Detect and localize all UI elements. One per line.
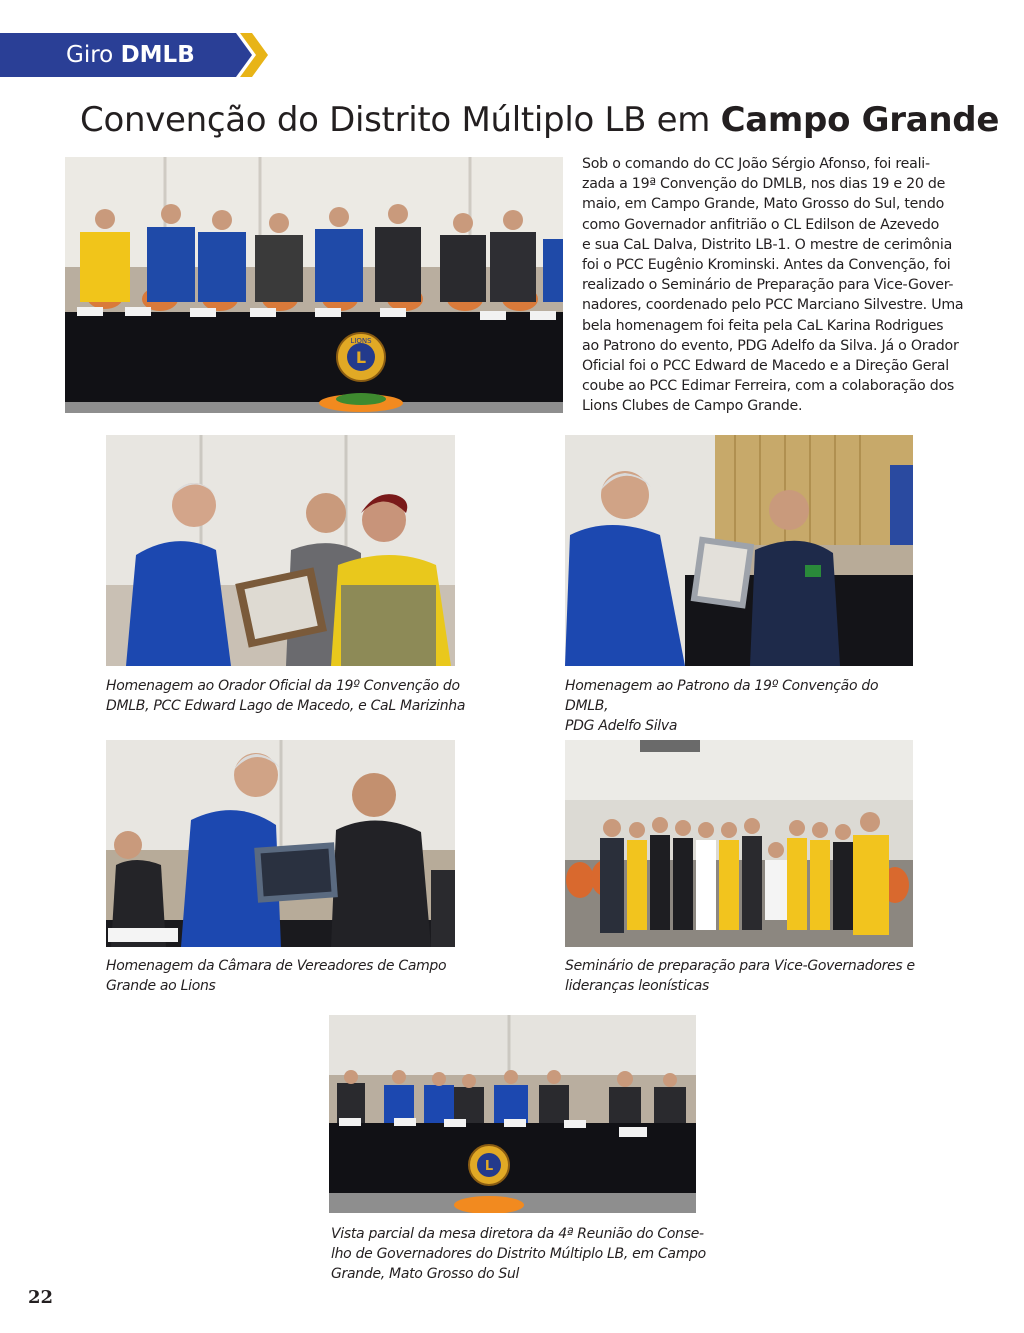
article-line: bela homenagem foi feita pela CaL Karina Rodrigues — [582, 317, 944, 334]
photo-convention-panel — [65, 157, 563, 413]
article-line: nadores, coordenado pelo PCC Marciano Silvestre. Uma — [582, 297, 964, 314]
photo-governors-council — [329, 1015, 696, 1213]
caption-line: DMLB, PCC Edward Lago de Macedo, e CaL Marizinha — [106, 698, 466, 714]
page-title-bold: Campo Grande — [720, 100, 1000, 140]
section-label — [66, 40, 195, 70]
caption-line: Grande ao Lions — [106, 978, 216, 994]
caption-patrono-homage — [565, 676, 925, 736]
article-line: ao Patrono do evento, PDG Adelfo da Silva. Já o Orador — [582, 337, 959, 354]
article-line: como Governador anfitrião o CL Edilson de Azevedo — [582, 216, 940, 233]
caption-line: lideranças leonísticas — [565, 978, 709, 994]
article-body — [582, 154, 967, 417]
article-line: coube ao PCC Edimar Ferreira, com a colaboração dos — [582, 378, 955, 395]
photo-orador-homage — [106, 435, 455, 666]
caption-line: PDG Adelfo Silva — [565, 718, 678, 734]
main-logo-text: LIONS — [350, 337, 372, 345]
article-line: realizado o Seminário de Preparação para Vice-Gover- — [582, 277, 954, 294]
section-prefix: Giro — [66, 42, 114, 68]
caption-line: Homenagem ao Orador Oficial da 19º Convenção do — [106, 678, 460, 694]
caption-line: Homenagem da Câmara de Vereadores de Campo — [106, 958, 447, 974]
caption-seminar-group — [565, 956, 925, 996]
page-title-regular: Convenção do Distrito Múltiplo LB em — [80, 100, 711, 140]
photo-patrono-homage — [565, 435, 913, 666]
page-number: 22 — [28, 1287, 54, 1308]
caption-governors-council — [331, 1224, 711, 1284]
caption-camara-homage — [106, 956, 466, 996]
caption-line: Seminário de preparação para Vice-Governadores e — [565, 958, 915, 974]
main-logo-letter: L — [355, 348, 367, 367]
photo-camara-homage — [106, 740, 455, 947]
article-line: maio, em Campo Grande, Mato Grosso do Sul, tendo — [582, 196, 945, 213]
caption-line: Grande, Mato Grosso do Sul — [331, 1266, 520, 1282]
article-line: Sob o comando do CC João Sérgio Afonso, foi reali- — [582, 156, 930, 172]
article-line: e sua CaL Dalva, Distrito LB-1. O mestre de cerimônia — [582, 236, 953, 253]
council-logo-letter: L — [484, 1159, 494, 1174]
caption-line: lho de Governadores do Distrito Múltiplo LB, em Campo — [331, 1246, 706, 1262]
photo-seminar-group — [565, 740, 913, 947]
article-line: foi o PCC Eugênio Krominski. Antes da Convenção, foi — [582, 257, 951, 274]
caption-line: Vista parcial da mesa diretora da 4ª Reunião do Conse- — [331, 1226, 704, 1242]
article-line: zada a 19ª Convenção do DMLB, nos dias 19 e 20 de — [582, 176, 946, 193]
page-title — [80, 94, 1000, 146]
article-line: Lions Clubes de Campo Grande. — [582, 398, 803, 415]
section-name: DMLB — [120, 42, 195, 68]
caption-orador-homage — [106, 676, 466, 716]
article-line: Oficial foi o PCC Edward de Macedo e a Direção Geral — [582, 358, 949, 375]
caption-line: Homenagem ao Patrono da 19º Convenção do DMLB, — [565, 678, 879, 714]
